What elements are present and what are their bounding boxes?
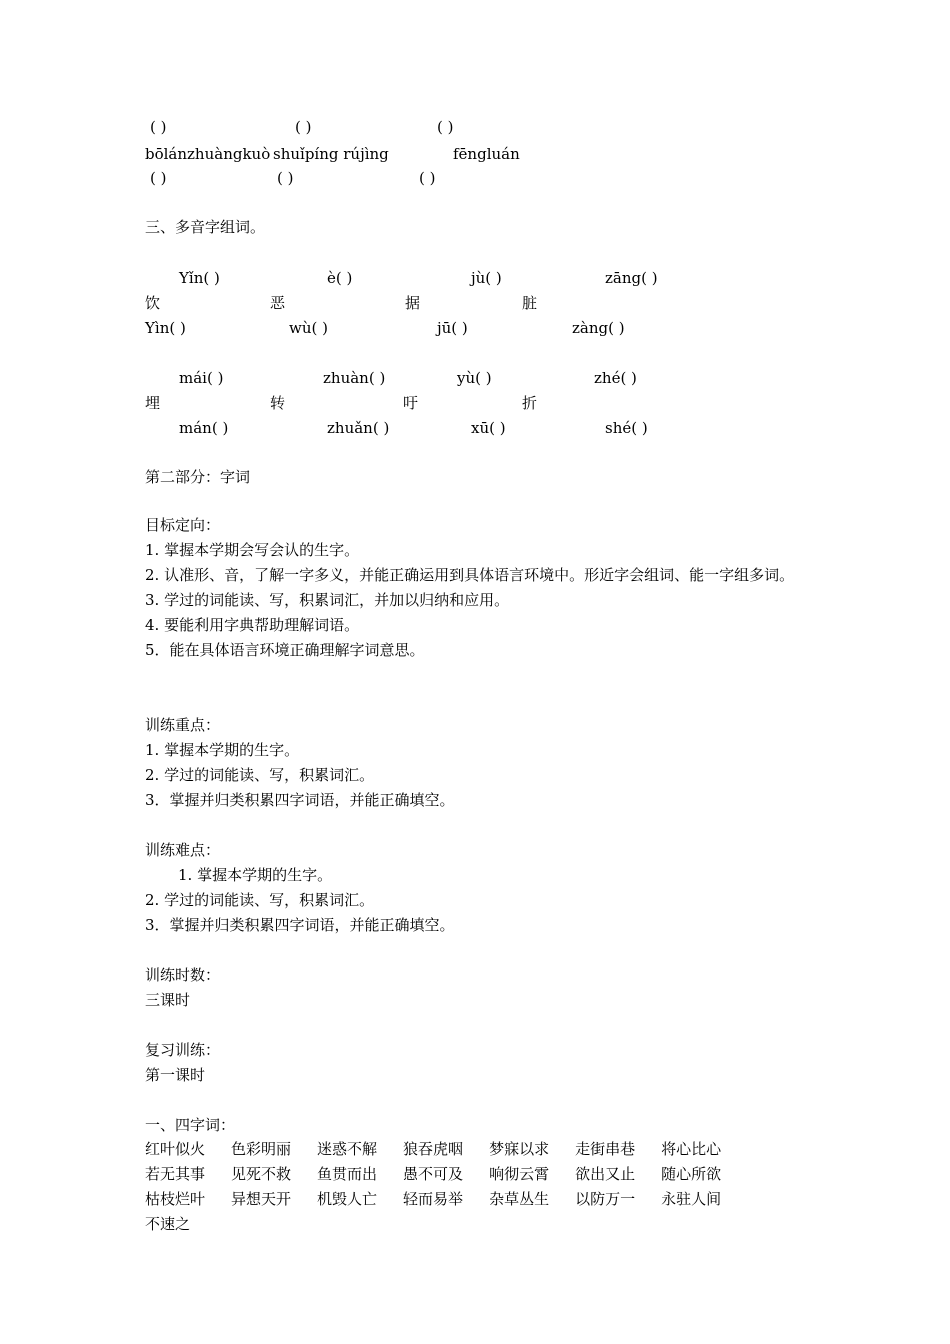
section-title: 三、多音字组词。 bbox=[145, 218, 266, 236]
polyphone-char: 埋 bbox=[145, 394, 161, 412]
idiom-item: 梦寐以求 bbox=[489, 1140, 550, 1158]
idiom-item: 狼吞虎咽 bbox=[403, 1140, 464, 1158]
idiom-item: 响彻云霄 bbox=[489, 1165, 550, 1183]
goal-item: 5．能在具体语言环境正确理解字词意思。 bbox=[145, 641, 425, 659]
idiom-item: 轻而易举 bbox=[403, 1190, 464, 1208]
idiom-item: 杂草丛生 bbox=[489, 1190, 550, 1208]
idiom-item: 愚不可及 bbox=[403, 1165, 464, 1183]
goal-section bbox=[145, 513, 815, 663]
polyphone-char: 脏 bbox=[522, 294, 538, 312]
review-heading: 复习训练： bbox=[145, 1041, 221, 1059]
idiom-item: 枯枝烂叶 bbox=[145, 1190, 206, 1208]
blank-2: ( ) bbox=[295, 118, 312, 136]
pinyin-blank: wù( ) bbox=[289, 319, 328, 337]
idiom-item: 永驻人间 bbox=[661, 1190, 722, 1208]
blank-6: ( ) bbox=[419, 169, 436, 187]
pinyin-blank: è( ) bbox=[327, 269, 353, 287]
goal-item: 2. 认准形、音，了解一字多义，并能正确运用到具体语言环境中。形近字会组词、能一字组多词。 bbox=[145, 566, 795, 584]
blank-5: ( ) bbox=[277, 169, 294, 187]
pinyin-blank: Yǐn( ) bbox=[179, 269, 220, 287]
pinyin-blank: jù( ) bbox=[471, 269, 502, 287]
hours-value: 三课时 bbox=[145, 991, 191, 1009]
review-section bbox=[145, 1038, 815, 1088]
difficulty-item: 1. 掌握本学期的生字。 bbox=[178, 866, 333, 884]
key-item: 1. 掌握本学期的生字。 bbox=[145, 741, 300, 759]
pinyin-blank: mái( ) bbox=[179, 369, 224, 387]
idiom-item: 红叶似火 bbox=[145, 1140, 206, 1158]
idioms-heading: 一、四字词： bbox=[145, 1116, 236, 1134]
key-section bbox=[145, 713, 815, 813]
idiom-item: 色彩明丽 bbox=[231, 1140, 292, 1158]
difficulty-item: 2. 学过的词能读、写，积累词汇。 bbox=[145, 891, 375, 909]
pinyin-blank: yù( ) bbox=[457, 369, 492, 387]
idiom-item: 不速之 bbox=[145, 1215, 191, 1233]
goal-item: 4. 要能利用字典帮助理解词语。 bbox=[145, 616, 360, 634]
difficulty-section bbox=[145, 838, 815, 938]
idiom-item: 欲出又止 bbox=[575, 1165, 636, 1183]
polyphone-char: 转 bbox=[270, 394, 286, 412]
goal-heading: 目标定向： bbox=[145, 516, 221, 534]
idiom-item: 若无其事 bbox=[145, 1165, 206, 1183]
review-lesson: 第一课时 bbox=[145, 1066, 206, 1084]
blank-1: ( ) bbox=[150, 118, 167, 136]
pinyin-blank: jū( ) bbox=[437, 319, 468, 337]
difficulty-heading: 训练难点： bbox=[145, 841, 221, 859]
pinyin-blank: zhuǎn( ) bbox=[327, 419, 390, 437]
idiom-item: 以防万一 bbox=[575, 1190, 636, 1208]
idiom-item: 异想天开 bbox=[231, 1190, 292, 1208]
hours-heading: 训练时数： bbox=[145, 966, 221, 984]
pinyin-blank: zhuàn( ) bbox=[323, 369, 386, 387]
pinyin-blank: zàng( ) bbox=[572, 319, 625, 337]
part-title: 第二部分：字词 bbox=[145, 468, 251, 486]
difficulty-item: 3．掌握并归类积累四字词语，并能正确填空。 bbox=[145, 916, 455, 934]
pinyin-word-3: fēngluán bbox=[453, 145, 520, 163]
idiom-item: 随心所欲 bbox=[661, 1165, 722, 1183]
polyphone-char: 恶 bbox=[270, 294, 286, 312]
polyphone-char: 吁 bbox=[403, 394, 419, 412]
blank-4: ( ) bbox=[150, 169, 167, 187]
key-item: 3．掌握并归类积累四字词语，并能正确填空。 bbox=[145, 791, 455, 809]
pinyin-blank: mán( ) bbox=[179, 419, 229, 437]
pinyin-blank: Yìn( ) bbox=[145, 319, 186, 337]
idiom-list bbox=[145, 1137, 815, 1237]
hours-section bbox=[145, 963, 815, 1013]
pinyin-blank: zhé( ) bbox=[594, 369, 637, 387]
polyphone-char: 据 bbox=[405, 294, 421, 312]
polyphone-char: 折 bbox=[522, 394, 538, 412]
pinyin-word-2: shuǐpíng rújìng bbox=[273, 145, 389, 163]
goal-item: 3. 学过的词能读、写，积累词汇，并加以归纳和应用。 bbox=[145, 591, 510, 609]
pinyin-blank: shé( ) bbox=[605, 419, 648, 437]
goal-item: 1. 掌握本学期会写会认的生字。 bbox=[145, 541, 360, 559]
idiom-item: 走街串巷 bbox=[575, 1140, 636, 1158]
idiom-item: 鱼贯而出 bbox=[317, 1165, 378, 1183]
key-item: 2. 学过的词能读、写，积累词汇。 bbox=[145, 766, 375, 784]
idiom-item: 迷惑不解 bbox=[317, 1140, 378, 1158]
pinyin-word-1: bōlánzhuàngkuò bbox=[145, 145, 271, 163]
key-heading: 训练重点： bbox=[145, 716, 221, 734]
idiom-item: 机毁人亡 bbox=[317, 1190, 378, 1208]
pinyin-blank: xū( ) bbox=[471, 419, 506, 437]
blank-3: ( ) bbox=[437, 118, 454, 136]
polyphone-char: 饮 bbox=[145, 294, 161, 312]
idiom-item: 见死不救 bbox=[231, 1165, 292, 1183]
idiom-item: 将心比心 bbox=[661, 1140, 722, 1158]
pinyin-blank: zāng( ) bbox=[605, 269, 658, 287]
